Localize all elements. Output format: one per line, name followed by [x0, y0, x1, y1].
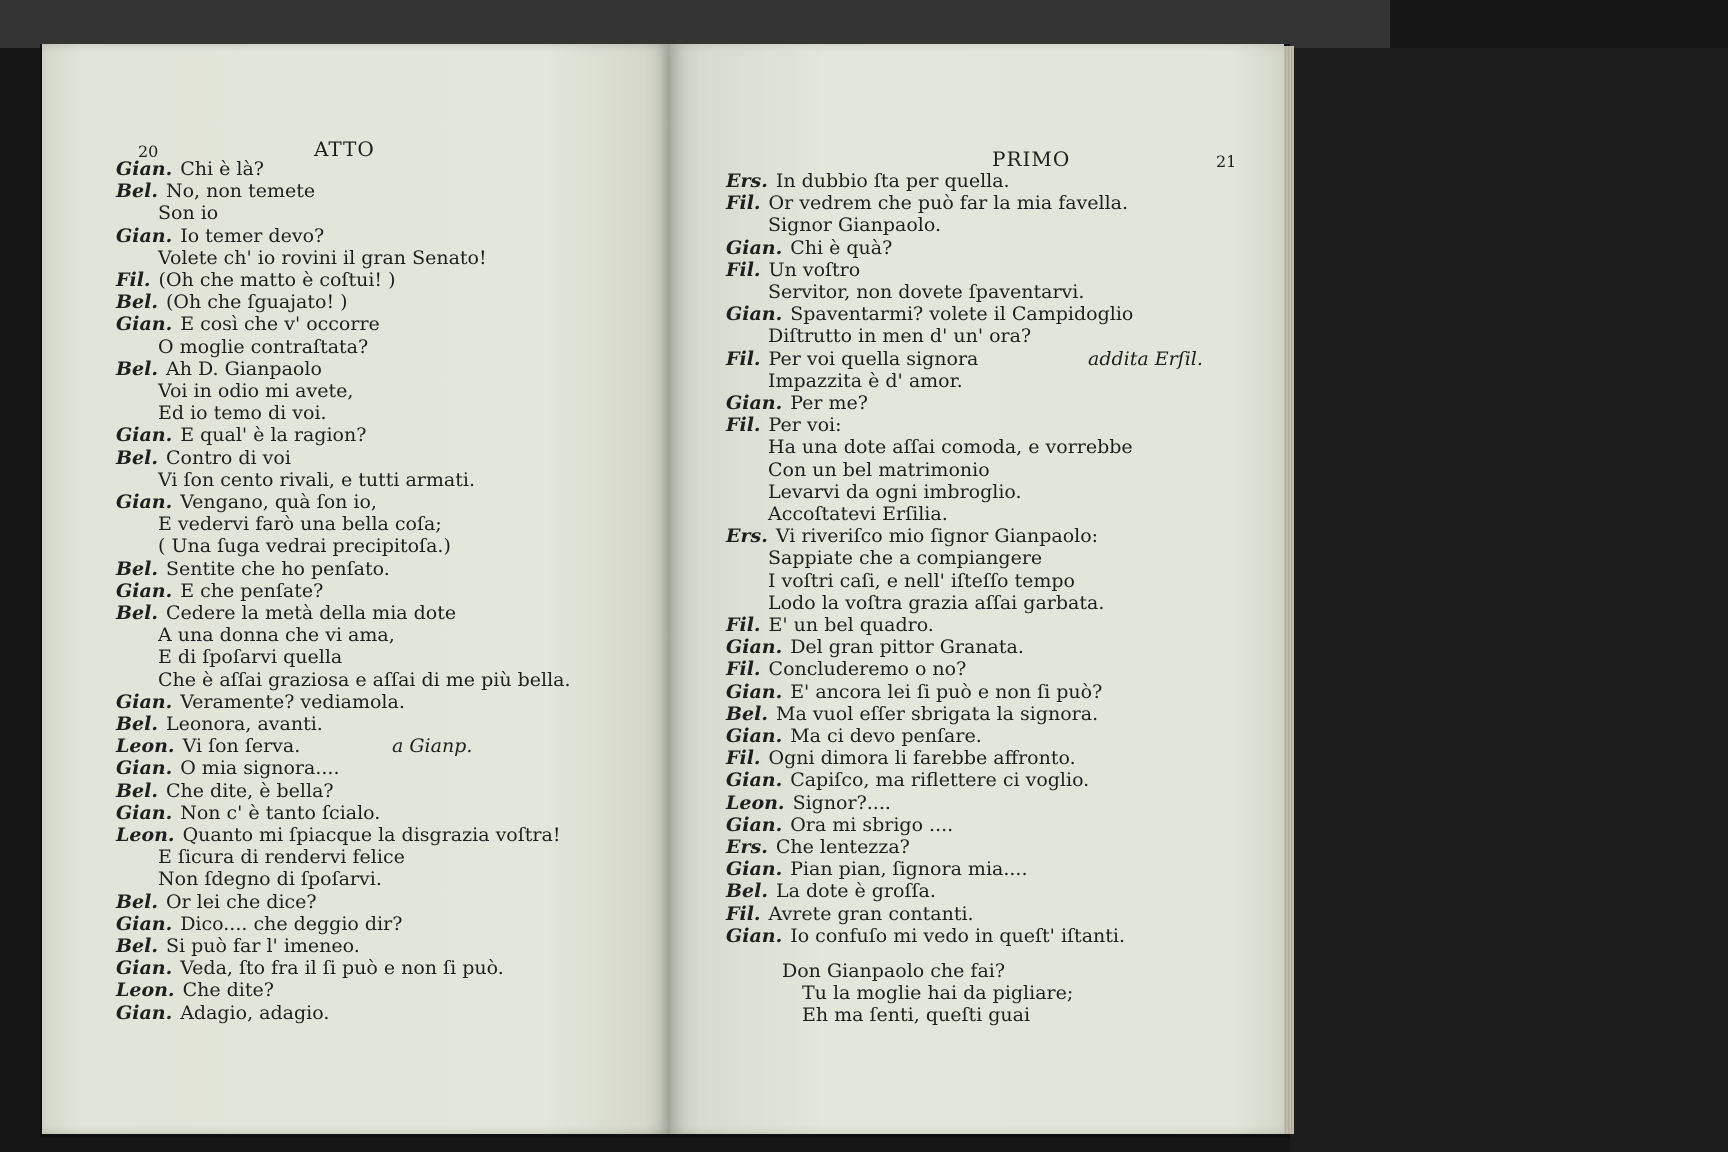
- aria-line: Don Gianpaolo che fai?: [782, 960, 1006, 982]
- line-text: Vi riveriſco mio ſignor Gianpaolo:: [775, 525, 1099, 548]
- line-text: Concluderemo o no?: [768, 658, 967, 681]
- line-text: Accoſtatevi Erſilia.: [768, 503, 948, 525]
- line-text: E così che v' occorre: [180, 313, 380, 336]
- text-line: [116, 580, 323, 602]
- line-text: Levarvi da ogni imbroglio.: [768, 480, 1022, 503]
- text-line: [726, 237, 892, 259]
- text-line: [768, 547, 1042, 569]
- text-line: [726, 525, 1098, 547]
- text-line: [726, 636, 1024, 658]
- text-line: [726, 747, 1076, 769]
- line-text: In dubbio ſta per quella.: [775, 170, 1010, 192]
- scanner-backdrop-right: [1290, 48, 1728, 1152]
- line-text: Con un bel matrimonio: [768, 458, 990, 481]
- speaker-name: Fil.: [726, 258, 761, 281]
- text-line: [768, 436, 1133, 458]
- speaker-name: Ers.: [726, 170, 768, 192]
- speaker-name: Gian.: [116, 957, 173, 980]
- line-text: Ed io temo di voi.: [158, 402, 327, 425]
- text-line: [768, 459, 990, 481]
- speaker-name: Ers.: [726, 525, 768, 548]
- text-line: [768, 481, 1022, 503]
- line-text: Cedere la metà della mia dote: [165, 602, 457, 624]
- text-line: [116, 602, 456, 624]
- line-text: Ma vuol eſſer sbrigata la signora.: [775, 702, 1099, 725]
- speaker-name: Bel.: [726, 702, 768, 725]
- text-line: [726, 814, 953, 836]
- speaker-name: Gian.: [726, 636, 783, 659]
- text-line: [116, 158, 264, 180]
- line-text: Son io: [158, 202, 219, 225]
- text-line: [726, 348, 978, 370]
- text-line: [116, 291, 348, 313]
- speaker-name: Gian.: [116, 912, 173, 935]
- speaker-name: Fil.: [726, 347, 761, 370]
- line-text: Leonora, avanti.: [165, 713, 323, 735]
- speaker-name: Bel.: [116, 180, 158, 203]
- text-line: [726, 792, 891, 814]
- speaker-name: Gian.: [116, 158, 173, 180]
- line-text: Veda, ſto fra il ſi può e non ſi può.: [180, 957, 504, 980]
- text-line: [116, 891, 317, 913]
- line-text: Pian pian, ſignora mia....: [790, 858, 1028, 881]
- line-text: E' ancora lei ſi può e non ſi può?: [790, 680, 1103, 703]
- text-line: [116, 424, 366, 446]
- line-text: (Oh che ſguajato! ): [165, 291, 348, 314]
- speaker-name: Fil.: [726, 192, 761, 215]
- text-line: [726, 614, 934, 636]
- text-line: [116, 913, 402, 935]
- line-text: Sentite che ho penſato.: [165, 557, 390, 580]
- text-line: [726, 769, 1089, 791]
- text-line: [116, 780, 334, 802]
- running-head-left: ATTO: [314, 137, 375, 161]
- speaker-name: Fil.: [726, 747, 761, 770]
- text-line: [768, 281, 1084, 303]
- line-text: A una donna che vi ama,: [158, 624, 395, 647]
- line-text: Voi in odio mi avete,: [158, 380, 354, 402]
- speaker-name: Leon.: [726, 791, 785, 814]
- line-text: Si può far l' imeneo.: [165, 935, 360, 957]
- speaker-name: Gian.: [726, 680, 783, 703]
- line-text: Or vedrem che può far la mia favella.: [768, 192, 1129, 215]
- text-line: [158, 513, 442, 535]
- line-text: E che penſate?: [180, 579, 324, 602]
- text-line: [158, 535, 451, 557]
- text-line: [116, 935, 360, 957]
- line-text: Non c' è tanto ſcialo.: [180, 801, 381, 824]
- speaker-name: Fil.: [116, 269, 151, 291]
- line-text: Sappiate che a compiangere: [768, 547, 1043, 570]
- line-text: E vedervi farò una bella coſa;: [158, 513, 442, 536]
- speaker-name: Gian.: [116, 224, 173, 247]
- line-text: Avrete gran contanti.: [768, 902, 974, 925]
- line-text: Per voi:: [768, 414, 842, 437]
- text-line: [726, 658, 966, 680]
- line-text: Ha una dote aſſai comoda, e vorrebbe: [768, 436, 1133, 459]
- speaker-name: Gian.: [116, 491, 173, 513]
- text-line: [116, 180, 315, 202]
- line-text: E di ſpoſarvi quella: [158, 646, 343, 669]
- line-text: Ogni dimora li farebbe affronto.: [768, 747, 1076, 770]
- text-line: [116, 1002, 329, 1024]
- line-text: Adagio, adagio.: [180, 1001, 330, 1024]
- line-text: Volete ch' io rovini il gran Senato!: [158, 246, 487, 269]
- running-head-right: PRIMO: [992, 147, 1071, 171]
- text-line: [158, 336, 368, 358]
- line-text: Per me?: [790, 392, 868, 414]
- speaker-name: Gian.: [116, 313, 173, 336]
- text-line: [158, 247, 487, 269]
- speaker-name: Gian.: [116, 690, 173, 713]
- text-line: [768, 370, 963, 392]
- line-text: Un voſtro: [768, 258, 861, 281]
- line-text: Or lei che dice?: [165, 890, 317, 913]
- speaker-name: Gian.: [116, 424, 173, 447]
- speaker-name: Bel.: [726, 880, 768, 903]
- line-text: Capiſco, ma riflettere ci voglio.: [790, 769, 1090, 792]
- line-text: Chi è quà?: [790, 236, 893, 259]
- line-text: E ſicura di rendervi felice: [158, 846, 405, 869]
- aria-line: Tu la moglie hai da pigliare;: [802, 982, 1074, 1004]
- speaker-name: Ers.: [726, 836, 768, 858]
- speaker-name: Leon.: [116, 979, 175, 1002]
- text-line: [116, 691, 405, 713]
- line-text: Signor?....: [792, 791, 891, 814]
- speaker-name: Gian.: [116, 801, 173, 824]
- page-number-left: 20: [138, 142, 159, 161]
- speaker-name: Gian.: [726, 303, 783, 326]
- speaker-name: Leon.: [116, 735, 175, 758]
- line-text: Servitor, non dovete ſpaventarvi.: [768, 281, 1085, 303]
- text-line: [116, 757, 340, 779]
- line-text: Per voi quella signora: [768, 347, 979, 370]
- speaker-name: Gian.: [116, 757, 173, 780]
- speaker-name: Leon.: [116, 824, 175, 846]
- line-text: Impazzita è d' amor.: [768, 369, 963, 392]
- speaker-name: Bel.: [116, 935, 158, 957]
- text-line: [116, 225, 324, 247]
- text-line: [768, 592, 1104, 614]
- text-line: [768, 325, 1031, 347]
- line-text: Diſtrutto in men d' un' ora?: [768, 325, 1032, 348]
- text-line: [158, 202, 218, 224]
- line-text: Vi ſon cento rivali, e tutti armati.: [158, 468, 475, 491]
- text-line: [726, 681, 1102, 703]
- speaker-name: Fil.: [726, 902, 761, 925]
- line-text: No, non temete: [165, 180, 316, 203]
- speaker-name: Bel.: [116, 357, 158, 380]
- text-line: [116, 313, 380, 335]
- text-line: [726, 392, 868, 414]
- text-line: [726, 725, 982, 747]
- text-line: [116, 558, 390, 580]
- text-line: [158, 868, 382, 890]
- speaker-name: Gian.: [726, 725, 783, 747]
- line-text: E qual' è la ragion?: [180, 424, 367, 447]
- speaker-name: Bel.: [116, 291, 158, 314]
- left-page: [42, 44, 670, 1134]
- line-text: Lodo la voſtra grazia aſſai garbata.: [768, 591, 1105, 614]
- text-line: [158, 624, 395, 646]
- line-text: Spaventarmi? volete il Campidoglio: [790, 303, 1134, 326]
- text-line: [158, 469, 475, 491]
- speaker-name: Fil.: [726, 614, 761, 636]
- speaker-name: Bel.: [116, 602, 158, 624]
- line-text: Che dite?: [182, 979, 274, 1002]
- line-text: La dote è groſſa.: [775, 880, 936, 903]
- line-text: (Oh che matto è coſtui! ): [158, 269, 396, 291]
- stage-direction: addita Erſil.: [1088, 347, 1203, 370]
- speaker-name: Bel.: [116, 557, 158, 580]
- text-line: [768, 214, 941, 236]
- line-text: Non ſdegno di ſpoſarvi.: [158, 868, 382, 891]
- speaker-name: Gian.: [726, 236, 783, 259]
- line-text: Io temer devo?: [180, 224, 325, 247]
- line-text: Veramente? vediamola.: [180, 690, 405, 713]
- line-text: O moglie contraſtata?: [158, 335, 369, 358]
- text-line: [768, 570, 1075, 592]
- text-line: [768, 503, 948, 525]
- text-line: [116, 713, 323, 735]
- page-number-right: 21: [1216, 152, 1237, 171]
- line-text: O mia signora....: [180, 757, 340, 780]
- text-line: [726, 925, 1125, 947]
- line-text: Signor Gianpaolo.: [768, 214, 942, 237]
- text-line: [158, 380, 353, 402]
- open-book: [40, 44, 1290, 1138]
- text-line: [116, 735, 300, 757]
- speaker-name: Gian.: [726, 769, 783, 792]
- speaker-name: Gian.: [726, 813, 783, 836]
- text-line: [158, 846, 405, 868]
- text-line: [116, 358, 322, 380]
- line-text: Del gran pittor Granata.: [790, 636, 1024, 659]
- text-line: [726, 170, 1010, 192]
- text-line: [726, 414, 842, 436]
- speaker-name: Bel.: [116, 890, 158, 913]
- speaker-name: Bel.: [116, 779, 158, 802]
- speaker-name: Gian.: [726, 858, 783, 881]
- line-text: Vi ſon ſerva.: [182, 735, 301, 758]
- speaker-name: Gian.: [116, 1001, 173, 1024]
- speaker-name: Gian.: [726, 392, 783, 414]
- line-text: Ora mi sbrigo ....: [790, 813, 954, 836]
- text-line: [116, 802, 380, 824]
- line-text: I voſtri caſi, e nell' iſteſſo tempo: [768, 569, 1075, 592]
- text-line: [726, 259, 860, 281]
- page-edges: [1284, 46, 1294, 1134]
- text-line: [726, 880, 936, 902]
- text-line: [158, 669, 571, 691]
- text-line: [726, 903, 974, 925]
- line-text: Quanto mi ſpiacque la disgrazia voſtra!: [182, 824, 561, 846]
- line-text: Chi è là?: [180, 158, 264, 180]
- speaker-name: Bel.: [116, 446, 158, 469]
- right-page: [670, 44, 1284, 1134]
- text-line: [116, 957, 504, 979]
- line-text: Dico.... che deggio dir?: [180, 912, 403, 935]
- speaker-name: Gian.: [116, 579, 173, 602]
- text-line: [726, 303, 1133, 325]
- speaker-name: Gian.: [726, 924, 783, 947]
- line-text: ( Una ſuga vedrai precipitoſa.): [158, 535, 451, 558]
- scanner-backdrop-top: [0, 0, 1390, 48]
- line-text: Che è aſſai graziosa e aſſai di me più bella.: [158, 668, 571, 691]
- line-text: Ma ci devo penſare.: [790, 725, 982, 747]
- line-text: Vengano, quà ſon io,: [180, 491, 377, 513]
- line-text: Ah D. Gianpaolo: [165, 357, 322, 380]
- text-line: [116, 447, 291, 469]
- line-text: E' un bel quadro.: [768, 614, 934, 636]
- line-text: Che lentezza?: [775, 836, 910, 858]
- text-line: [116, 824, 560, 846]
- text-line: [726, 703, 1098, 725]
- text-line: [116, 491, 377, 513]
- line-text: Che dite, è bella?: [165, 779, 334, 802]
- speaker-name: Fil.: [726, 658, 761, 681]
- line-text: Contro di voi: [165, 446, 291, 469]
- text-line: [158, 402, 327, 424]
- text-line: [726, 192, 1128, 214]
- speaker-name: Bel.: [116, 713, 158, 735]
- text-line: [726, 836, 910, 858]
- speaker-name: Fil.: [726, 414, 761, 437]
- text-line: [116, 269, 396, 291]
- text-line: [158, 646, 342, 668]
- text-line: [116, 979, 274, 1001]
- aria-line: Eh ma ſenti, queſti guai: [802, 1004, 1031, 1026]
- line-text: Io confuſo mi vedo in queſt' iſtanti.: [790, 924, 1126, 947]
- stage-direction: a Gianp.: [392, 735, 473, 758]
- text-line: [726, 858, 1028, 880]
